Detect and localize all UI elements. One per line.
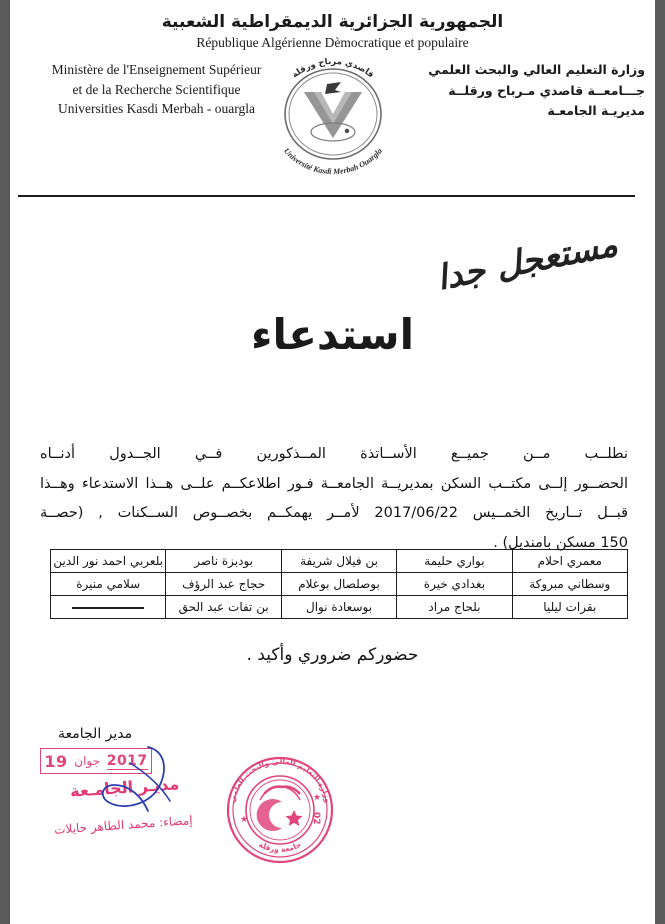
stamp-number: 02 xyxy=(311,812,321,825)
svg-text:Université Kasdi Merbah Ouargl: Université Kasdi Merbah Ouargla xyxy=(281,146,384,177)
table-row xyxy=(51,596,628,619)
university-seal-icon xyxy=(257,52,409,180)
table-cell: بودبزة ناصر xyxy=(166,550,281,573)
table-cell: بغدادي خيرة xyxy=(397,573,512,596)
ministry-arabic-line-3: مديريـة الجامعـة xyxy=(547,103,645,119)
body-paragraph-4: 150 مسكن بامنديل) . xyxy=(493,535,628,552)
header-columns xyxy=(10,56,655,180)
strikethrough-line xyxy=(72,607,144,609)
table-cell-empty xyxy=(51,596,166,619)
date-stamp-month: جوان xyxy=(74,754,101,768)
table-cell: معمري احلام xyxy=(512,550,627,573)
ministry-arabic-line-2: جـــامعــة قاصدي مـرباح ورقلــة xyxy=(448,82,645,98)
table-cell: بوسعادة نوال xyxy=(281,596,396,619)
svg-text:★: ★ xyxy=(313,793,322,803)
table-cell: وسطاني مبروكة xyxy=(512,573,627,596)
page-title: استدعاء xyxy=(250,310,415,359)
official-round-stamp-icon xyxy=(220,750,340,870)
ministry-arabic-line-1: وزارة التعليم العالي والبحث العلمي xyxy=(428,62,645,77)
table-row xyxy=(51,573,628,596)
header-divider xyxy=(18,195,635,197)
ministry-block-arabic xyxy=(410,60,645,122)
svg-text:★: ★ xyxy=(240,815,249,825)
date-stamp xyxy=(40,748,152,774)
ministry-french-line-2: et de la Recherche Scientifique xyxy=(72,81,241,97)
table-cell: سلامي منيرة xyxy=(51,573,166,596)
body-paragraph-1: نطلــب مــن جميــع الأســاتذة المــذكورين فــي الجــدول أدنــاه xyxy=(40,446,628,462)
body-paragraph-3: قبــل تــاريخ الخمــيس 2017/06/22 لأمــر يهمكــم بخصــوص الســكنات , (حصــة xyxy=(40,505,628,522)
ministry-french-line-3: Universities Kasdi Merbah - ouargla xyxy=(58,101,255,117)
body-paragraph-2: الحضــور إلــى مكتــب السكن بمديريــة الجامعــة فـور اطلاعكــم علــى هــذا الاستدعاء وهــذا xyxy=(40,475,628,492)
table-cell: بلحاج مراد xyxy=(397,596,512,619)
table-cell: بواري حليمة xyxy=(397,550,512,573)
date-stamp-year: 2017 xyxy=(106,752,148,769)
ministry-french-line-1: Ministère de l'Enseignement Supérieur xyxy=(51,62,262,77)
svg-text:جامعة ورقلة xyxy=(257,840,303,854)
svg-text:قاصدي مرباح ورقلة: قاصدي مرباح ورقلة xyxy=(289,56,376,81)
stamp-director-text: مديـر الجامـعة xyxy=(69,774,180,801)
attendees-table xyxy=(50,549,628,619)
attendees-table-body xyxy=(51,550,628,619)
table-cell: حجاج عبد الرؤف xyxy=(166,573,281,596)
urgent-label: مستعجل جدا xyxy=(433,224,621,299)
table-cell: بلعربي احمد نور الدين xyxy=(51,550,166,573)
republic-title-french: République Algérienne Dèmocratique et populaire xyxy=(196,35,469,50)
stamp-bottom-text: جامعة ورقلة xyxy=(257,839,303,855)
document-header xyxy=(10,0,655,186)
date-stamp-day: 19 xyxy=(44,751,68,771)
table-cell: بوصلصال بوعلام xyxy=(281,573,396,596)
stamp-top-text: وزارة التعليم العالي والبحث العلمي xyxy=(227,756,333,804)
table-cell: بن فيلال شريفة xyxy=(281,550,396,573)
signatory-title: مدير الجامعة xyxy=(58,726,133,742)
body-text xyxy=(40,440,628,559)
ministry-block-french xyxy=(24,60,289,119)
table-cell: بن تفات عبد الحق xyxy=(166,596,281,619)
table-row xyxy=(51,550,628,573)
handwritten-signature: إمضاء: محمد الطاهر حايلات xyxy=(53,813,194,837)
table-cell: بقرات ليليا xyxy=(512,596,627,619)
closing-statement: حضوركم ضروري وأكيد . xyxy=(246,645,419,665)
document-page xyxy=(10,0,655,924)
republic-title-arabic: الجمهورية الجزائرية الديمقراطية الشعبية xyxy=(161,12,504,32)
